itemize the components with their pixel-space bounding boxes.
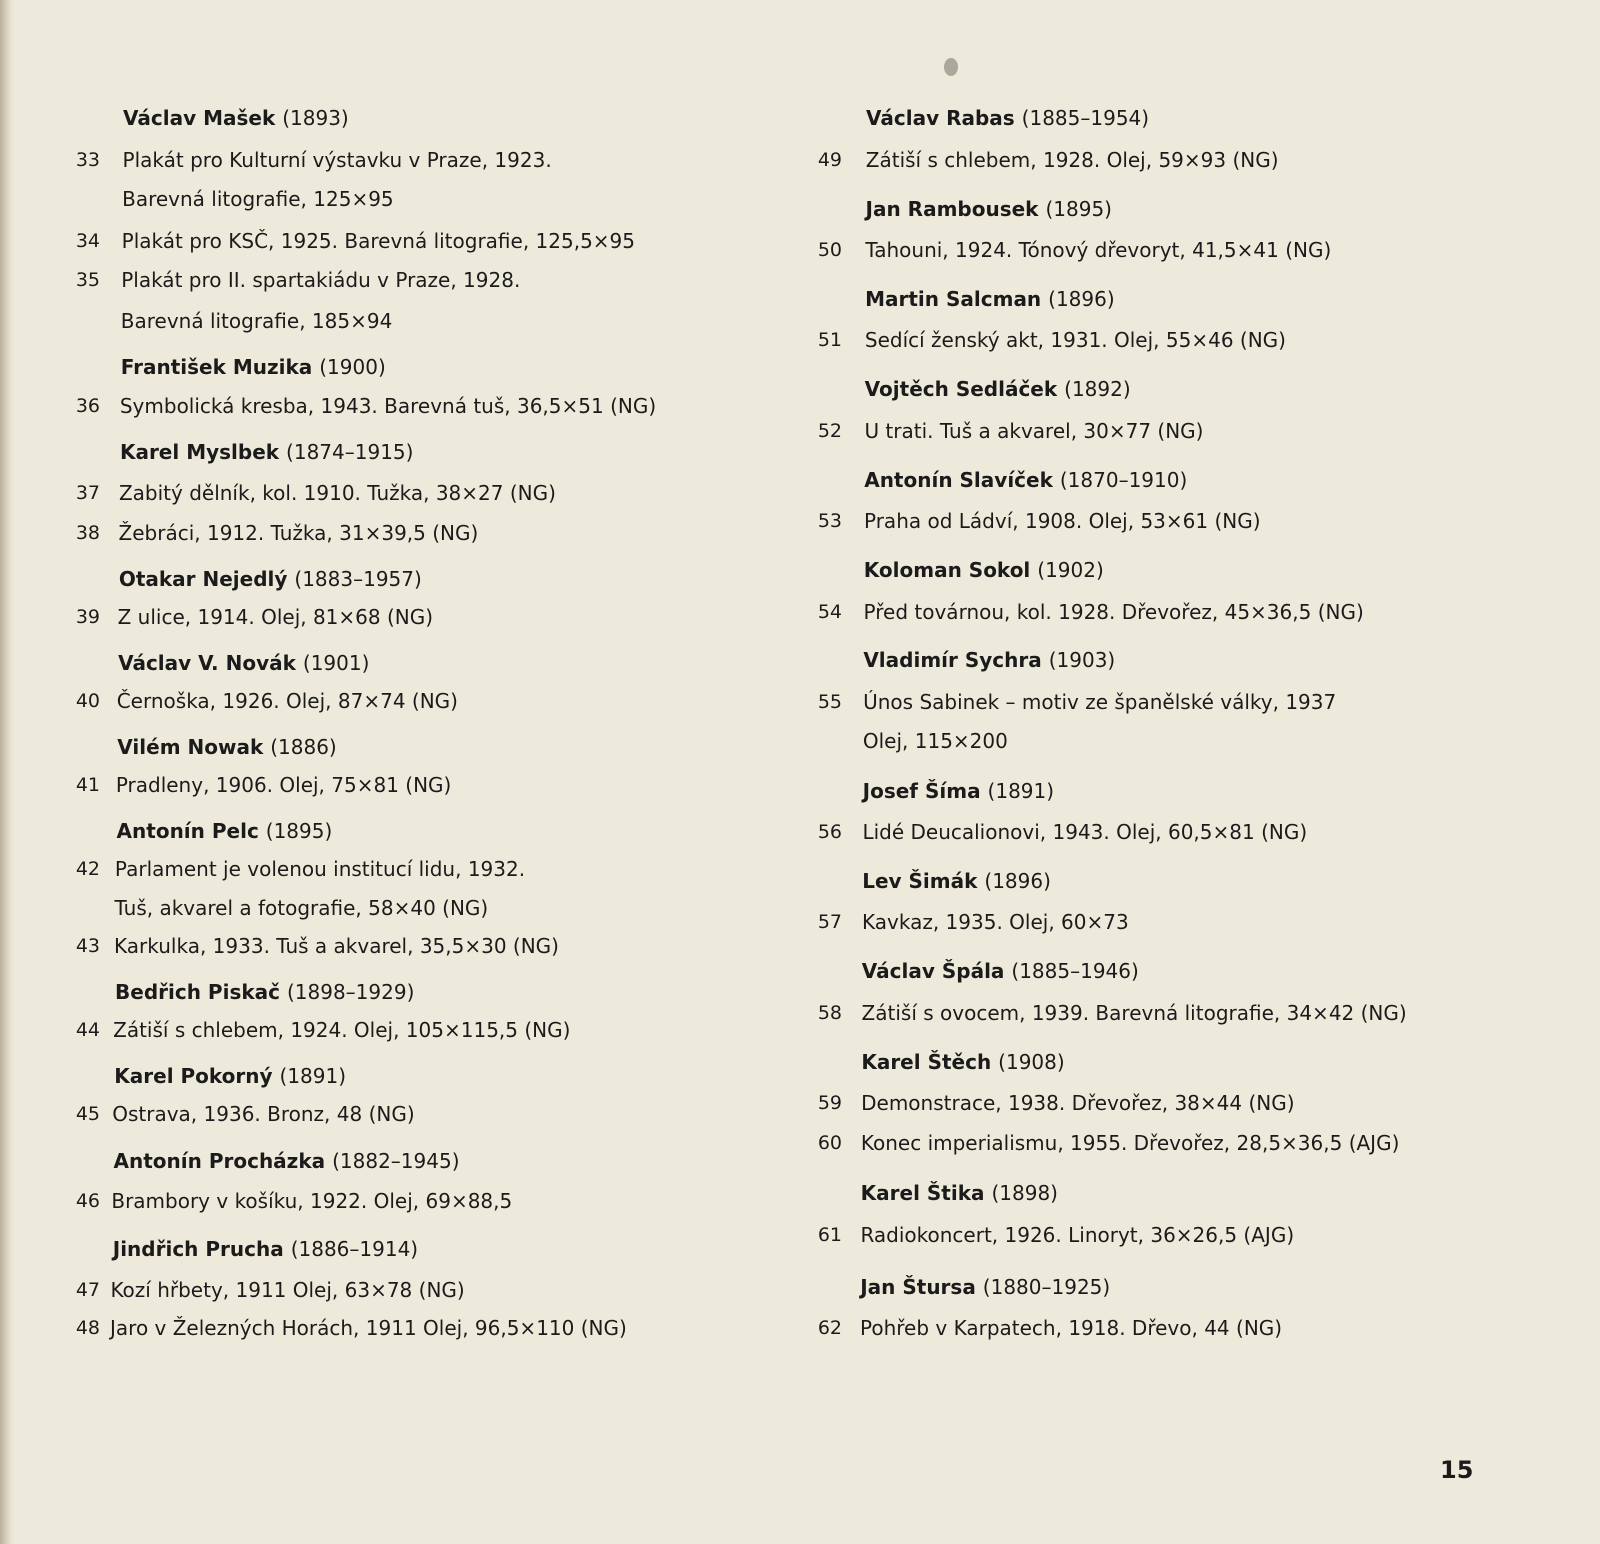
artist-heading [117,735,336,759]
catalog-number: 33 [75,149,100,171]
catalog-number: 40 [75,690,100,712]
catalog-number: 36 [75,395,100,417]
catalog-number: 43 [75,935,100,957]
catalog-number: 45 [75,1103,100,1125]
artist-years: (1908) [998,1050,1065,1074]
catalog-entry: Kozí hřbety, 1911 Olej, 63×78 (NG) [110,1278,465,1302]
catalog-number: 49 [817,149,842,171]
artist-name: Karel Štěch [861,1050,992,1074]
catalog-entry: Sedící ženský akt, 1931. Olej, 55×46 (NG) [864,328,1286,352]
artist-years: (1891) [279,1064,347,1088]
artist-heading [860,1275,1110,1299]
artist-years: (1885–1954) [1021,106,1150,130]
artist-heading [123,106,349,130]
artist-years: (1874–1915) [286,440,414,464]
catalog-number: 59 [817,1092,842,1114]
catalog-entry: Praha od Ládví, 1908. Olej, 53×61 (NG) [864,509,1261,533]
artist-years: (1883–1957) [294,567,422,591]
artist-years: (1895) [1045,197,1112,221]
catalog-entry-continuation: Barevná litografie, 125×95 [122,187,394,211]
paper-speck [944,58,958,76]
catalog-number: 60 [817,1132,842,1154]
artist-name: Vojtěch Sedláček [864,377,1058,401]
artist-name: Jan Štursa [860,1275,976,1299]
artist-name: Antonín Procházka [113,1149,326,1173]
artist-heading [121,355,386,379]
artist-name: Karel Štika [860,1181,985,1205]
artist-heading [866,197,1112,221]
catalog-entry: Demonstrace, 1938. Dřevořez, 38×44 (NG) [861,1091,1295,1115]
artist-years: (1886) [270,735,337,759]
catalog-entry-continuation: Tuš, akvarel a fotografie, 58×40 (NG) [114,896,489,920]
catalog-entry: Plakát pro KSČ, 1925. Barevná litografie, 125,5×95 [121,229,636,253]
artist-years: (1898–1929) [286,980,415,1004]
catalog-number: 56 [817,821,842,843]
catalog-number: 54 [817,601,842,623]
artist-years: (1880–1925) [982,1275,1111,1299]
artist-heading [113,1237,418,1261]
catalog-number: 38 [75,522,100,544]
artist-years: (1903) [1048,648,1116,672]
artist-heading [866,106,1149,130]
artist-heading [120,440,414,464]
artist-heading [861,1050,1064,1074]
artist-years: (1896) [1048,287,1115,311]
artist-name: Bedřich Piskač [115,980,281,1004]
artist-years: (1898) [991,1181,1058,1205]
artist-heading [118,651,369,675]
catalog-entry: Parlament je volenou institucí lidu, 1932. [114,857,526,881]
catalog-entry: Pohřeb v Karpatech, 1918. Dřevo, 44 (NG) [860,1316,1283,1340]
catalog-number: 55 [817,691,842,713]
catalog-number: 61 [817,1224,842,1246]
catalog-number: 46 [75,1190,100,1212]
artist-name: Václav Rabas [866,106,1015,130]
artist-heading [117,819,333,843]
catalog-entry: Brambory v košíku, 1922. Olej, 69×88,5 [111,1189,513,1213]
artist-years: (1892) [1064,377,1131,401]
artist-years: (1882–1945) [332,1149,460,1173]
catalog-number: 39 [75,606,100,628]
catalog-entry: Symbolická kresba, 1943. Barevná tuš, 36,5×51 (NG) [119,394,657,418]
artist-name: Koloman Sokol [863,558,1031,582]
catalog-entry-continuation: Barevná litografie, 185×94 [120,309,393,333]
artist-name: Antonín Pelc [116,819,259,843]
catalog-number: 51 [817,329,842,351]
catalog-number: 53 [817,510,842,532]
catalog-entry: U trati. Tuš a akvarel, 30×77 (NG) [864,419,1204,443]
artist-name: Václav Špála [861,959,1005,983]
page-edge-shadow [0,0,14,1544]
artist-years: (1896) [984,869,1051,893]
catalog-entry: Radiokoncert, 1926. Linoryt, 36×26,5 (AJG) [860,1223,1295,1247]
artist-name: Vladimír Sychra [863,648,1042,672]
catalog-number: 42 [75,858,100,880]
artist-name: František Muzika [120,355,313,379]
catalog-entry: Černoška, 1926. Olej, 87×74 (NG) [116,689,458,713]
artist-name: Jan Rambousek [865,197,1039,221]
artist-heading [865,377,1131,401]
artist-years: (1891) [987,779,1055,803]
artist-heading [114,1149,460,1173]
artist-heading [865,287,1115,311]
artist-heading [864,468,1187,492]
catalog-number: 41 [75,774,100,796]
artist-heading [119,567,422,591]
artist-heading [862,869,1051,893]
catalog-entry: Před továrnou, kol. 1928. Dřevořez, 45×36,5 (NG) [863,600,1364,624]
artist-name: Václav V. Novák [118,651,296,675]
artist-heading [863,779,1054,803]
catalog-number: 48 [75,1317,100,1339]
artist-years: (1901) [302,651,370,675]
catalog-number: 37 [75,482,100,504]
artist-heading [115,980,414,1004]
catalog-entry: Plakát pro Kulturní výstavku v Praze, 1923. [122,148,552,172]
catalog-entry: Únos Sabinek – motiv ze španělské války, 1937 [863,690,1337,714]
artist-heading [114,1064,346,1088]
catalog-number: 62 [817,1317,842,1339]
catalog-number: 35 [75,269,100,291]
artist-heading [861,1181,1058,1205]
catalog-entry: Ostrava, 1936. Bronz, 48 (NG) [112,1102,415,1126]
catalog-number: 50 [817,239,842,261]
artist-years: (1893) [282,106,349,130]
artist-name: Lev Šimák [862,869,978,893]
artist-heading [863,648,1115,672]
catalog-number: 44 [75,1019,100,1041]
artist-name: Karel Myslbek [119,440,280,464]
catalog-entry: Zátiší s ovocem, 1939. Barevná litografie, 34×42 (NG) [861,1001,1407,1025]
artist-years: (1870–1910) [1059,468,1188,492]
catalog-number: 52 [817,420,842,442]
artist-years: (1885–1946) [1011,959,1139,983]
catalog-entry: Z ulice, 1914. Olej, 81×68 (NG) [117,605,434,629]
catalog-entry: Tahouni, 1924. Tónový dřevoryt, 41,5×41 (NG) [865,238,1332,262]
catalog-entry: Konec imperialismu, 1955. Dřevořez, 28,5×36,5 (AJG) [860,1131,1400,1155]
artist-name: Karel Pokorný [114,1064,273,1088]
catalog-entry: Pradleny, 1906. Olej, 75×81 (NG) [115,773,452,797]
catalog-entry: Plakát pro II. spartakiádu v Praze, 1928. [121,268,521,292]
catalog-number: 58 [817,1002,842,1024]
artist-years: (1900) [319,355,386,379]
artist-heading [862,959,1139,983]
artist-name: Josef Šíma [862,779,981,803]
catalog-entry: Karkulka, 1933. Tuš a akvarel, 35,5×30 (NG) [114,934,559,958]
page-number: 15 [1440,1456,1474,1484]
catalog-number: 47 [75,1279,100,1301]
catalog-entry: Zabitý dělník, kol. 1910. Tužka, 38×27 (NG) [118,481,556,505]
artist-name: Vilém Nowak [117,735,264,759]
artist-name: Václav Mašek [123,106,276,130]
artist-years: (1886–1914) [290,1237,419,1261]
catalog-entry: Zátiší s chlebem, 1924. Olej, 105×115,5 (NG) [113,1018,571,1042]
catalog-number: 34 [75,230,100,252]
artist-name: Otakar Nejedlý [118,567,288,591]
artist-years: (1902) [1037,558,1104,582]
artist-heading [864,558,1104,582]
catalog-entry: Zátiší s chlebem, 1928. Olej, 59×93 (NG) [865,148,1279,172]
artist-name: Antonín Slavíček [864,468,1053,492]
catalog-entry: Žebráci, 1912. Tužka, 31×39,5 (NG) [118,521,479,545]
catalog-entry: Jaro v Železných Horách, 1911 Olej, 96,5×110 (NG) [110,1316,627,1340]
catalog-entry: Lidé Deucalionovi, 1943. Olej, 60,5×81 (NG) [862,820,1308,844]
artist-name: Jindřich Prucha [112,1237,284,1261]
catalog-entry-continuation: Olej, 115×200 [862,729,1008,753]
artist-name: Martin Salcman [865,287,1042,311]
catalog-entry: Kavkaz, 1935. Olej, 60×73 [862,910,1129,934]
artist-years: (1895) [265,819,333,843]
catalog-number: 57 [817,911,842,933]
